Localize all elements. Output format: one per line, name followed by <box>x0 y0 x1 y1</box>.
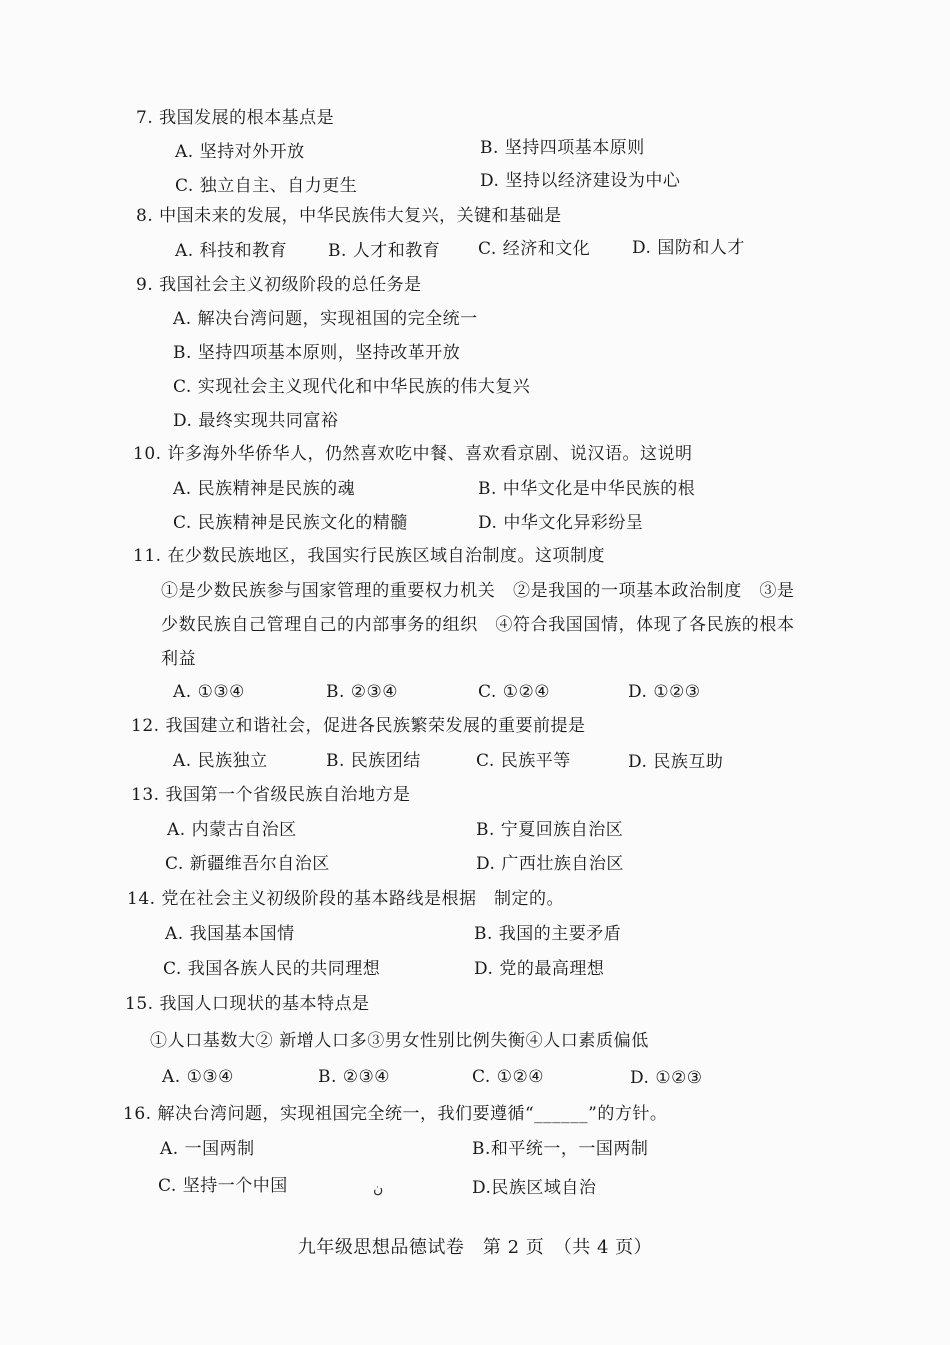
question-10-option-a: A. 民族精神是民族的魂 <box>173 479 356 499</box>
question-11-option-a: A. ①③④ <box>173 682 245 702</box>
question-13-option-d: D. 广西壮族自治区 <box>476 854 624 874</box>
question-14-option-c: C. 我国各族人民的共同理想 <box>163 959 381 979</box>
question-14-option-a: A. 我国基本国情 <box>165 924 295 944</box>
question-8-option-c: C. 经济和文化 <box>478 239 591 259</box>
question-12-option-c: C. 民族平等 <box>476 751 571 771</box>
question-10-option-d: D. 中华文化异彩纷呈 <box>478 513 644 533</box>
question-12-option-a: A. 民族独立 <box>173 751 268 771</box>
question-16-option-b: B.和平统一，一国两制 <box>472 1139 649 1159</box>
question-12-option-b: B. 民族团结 <box>326 751 421 771</box>
question-7-option-a: A. 坚持对外开放 <box>175 142 305 162</box>
question-14-stem: 14. 党在社会主义初级阶段的基本路线是根据 制定的。 <box>127 889 564 909</box>
question-13-option-b: B. 宁夏回族自治区 <box>476 820 624 840</box>
question-11-option-d: D. ①②③ <box>628 682 701 702</box>
question-8-option-b: B. 人才和教育 <box>328 241 441 261</box>
stray-mark: ن <box>373 1181 384 1197</box>
question-7-option-b: B. 坚持四项基本原则 <box>480 138 645 158</box>
question-16-option-d: D.民族区域自治 <box>472 1178 597 1198</box>
question-11-option-b: B. ②③④ <box>326 682 399 702</box>
question-16-option-c: C. 坚持一个中国 <box>158 1176 288 1196</box>
question-8-stem: 8. 中国未来的发展，中华民族伟大复兴，关键和基础是 <box>136 206 562 226</box>
question-8-option-d: D. 国防和人才 <box>632 238 745 258</box>
question-10-option-c: C. 民族精神是民族文化的精髓 <box>173 513 408 533</box>
question-13-stem: 13. 我国第一个省级民族自治地方是 <box>131 785 411 805</box>
question-7-option-c: C. 独立自主、自力更生 <box>175 176 358 196</box>
question-11-statement-line-3: 利益 <box>161 649 197 669</box>
question-13-option-c: C. 新疆维吾尔自治区 <box>165 854 330 874</box>
question-14-option-b: B. 我国的主要矛盾 <box>474 924 622 944</box>
question-13-option-a: A. 内蒙古自治区 <box>167 820 297 840</box>
question-7-option-d: D. 坚持以经济建设为中心 <box>480 171 681 191</box>
question-11-stem: 11. 在少数民族地区，我国实行民族区域自治制度。这项制度 <box>133 546 605 566</box>
question-9-option-a: A. 解决台湾问题，实现祖国的完全统一 <box>173 309 478 329</box>
page-footer: 九年级思想品德试卷 第 2 页 （共 4 页） <box>297 1237 653 1258</box>
question-15-option-d: D. ①②③ <box>630 1068 703 1088</box>
question-15-option-c: C. ①②④ <box>472 1067 544 1087</box>
question-11-option-c: C. ①②④ <box>478 682 550 702</box>
question-10-stem: 10. 许多海外华侨华人，仍然喜欢吃中餐、喜欢看京剧、说汉语。这说明 <box>133 444 693 464</box>
question-9-option-d: D. 最终实现共同富裕 <box>173 411 339 431</box>
question-9-stem: 9. 我国社会主义初级阶段的总任务是 <box>136 275 422 295</box>
question-15-option-a: A. ①③④ <box>162 1067 234 1087</box>
question-7-stem: 7. 我国发展的根本基点是 <box>136 108 335 128</box>
question-15-stem: 15. 我国人口现状的基本特点是 <box>125 994 370 1014</box>
question-15-statement-line-1: ①人口基数大② 新增人口多③男女性别比例失衡④人口素质偏低 <box>150 1031 649 1051</box>
question-12-stem: 12. 我国建立和谐社会，促进各民族繁荣发展的重要前提是 <box>131 716 586 736</box>
question-16-option-a: A. 一国两制 <box>160 1139 255 1159</box>
question-16-stem: 16. 解决台湾问题，实现祖国完全统一，我们要遵循“______”的方针。 <box>123 1104 668 1124</box>
question-15-option-b: B. ②③④ <box>318 1067 391 1087</box>
question-12-option-d: D. 民族互助 <box>628 752 724 772</box>
question-11-statement-line-1: ①是少数民族参与国家管理的重要权力机关 ②是我国的一项基本政治制度 ③是 <box>161 581 795 601</box>
question-10-option-b: B. 中华文化是中华民族的根 <box>478 479 696 499</box>
question-14-option-d: D. 党的最高理想 <box>474 959 605 979</box>
question-11-statement-line-2: 少数民族自己管理自己的内部事务的组织 ④符合我国国情，体现了各民族的根本 <box>161 615 795 635</box>
question-9-option-c: C. 实现社会主义现代化和中华民族的伟大复兴 <box>173 377 531 397</box>
question-9-option-b: B. 坚持四项基本原则，坚持改革开放 <box>173 343 461 363</box>
question-8-option-a: A. 科技和教育 <box>175 241 288 261</box>
